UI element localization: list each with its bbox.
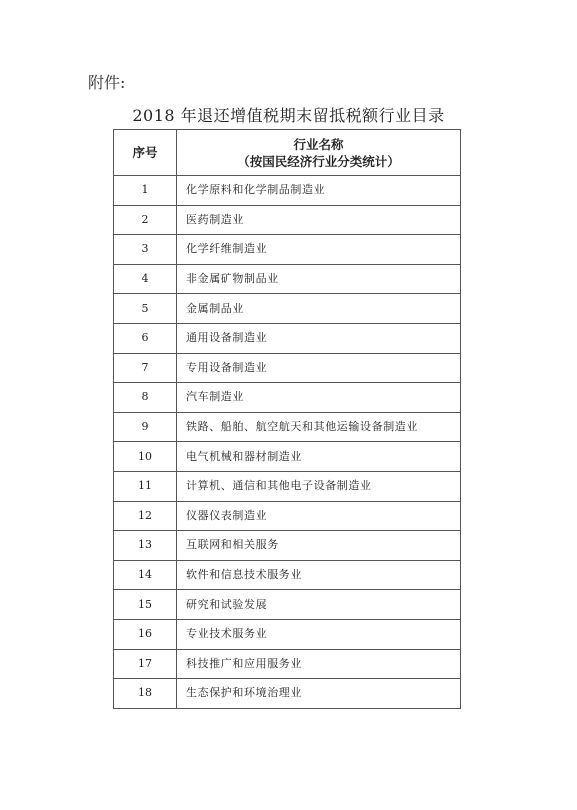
row-number: 11 (114, 471, 177, 501)
table-row (114, 649, 461, 679)
table-row (114, 471, 461, 501)
row-industry-name: 科技推广和应用服务业 (177, 649, 461, 679)
table-row (114, 323, 461, 353)
table-row (114, 531, 461, 561)
row-number: 15 (114, 590, 177, 620)
table-row (114, 294, 461, 324)
table-row (114, 205, 461, 235)
row-number: 13 (114, 531, 177, 561)
row-number: 1 (114, 176, 177, 206)
row-industry-name: 仪器仪表制造业 (177, 501, 461, 531)
row-industry-name: 金属制品业 (177, 294, 461, 324)
header-industry-name (177, 130, 461, 176)
row-industry-name: 电气机械和器材制造业 (177, 442, 461, 472)
row-number: 14 (114, 560, 177, 590)
table-row (114, 412, 461, 442)
row-number: 18 (114, 679, 177, 709)
table-row (114, 383, 461, 413)
row-number: 4 (114, 264, 177, 294)
table-row (114, 619, 461, 649)
row-number: 12 (114, 501, 177, 531)
header-number: 序号 (114, 130, 177, 176)
row-industry-name: 软件和信息技术服务业 (177, 560, 461, 590)
row-industry-name: 专业技术服务业 (177, 619, 461, 649)
row-industry-name: 化学纤维制造业 (177, 235, 461, 265)
attachment-label: 附件: (88, 73, 126, 92)
row-industry-name: 专用设备制造业 (177, 353, 461, 383)
table-row (114, 590, 461, 620)
industry-catalog-table (113, 129, 461, 709)
row-industry-name: 医药制造业 (177, 205, 461, 235)
row-number: 5 (114, 294, 177, 324)
row-number: 2 (114, 205, 177, 235)
table-header-row (114, 130, 461, 176)
row-industry-name: 计算机、通信和其他电子设备制造业 (177, 471, 461, 501)
header-industry-note: （按国民经济行业分类统计） (237, 153, 400, 169)
row-number: 16 (114, 619, 177, 649)
table-row (114, 235, 461, 265)
document-title: 2018 年退还增值税期末留抵税额行业目录 (132, 106, 445, 125)
table-row (114, 442, 461, 472)
row-industry-name: 通用设备制造业 (177, 323, 461, 353)
row-number: 10 (114, 442, 177, 472)
row-number: 3 (114, 235, 177, 265)
table-row (114, 176, 461, 206)
row-industry-name: 铁路、船舶、航空航天和其他运输设备制造业 (177, 412, 461, 442)
row-number: 8 (114, 383, 177, 413)
header-industry-name-label: 行业名称 (293, 136, 344, 152)
row-number: 17 (114, 649, 177, 679)
row-number: 6 (114, 323, 177, 353)
table-row (114, 264, 461, 294)
table-row (114, 560, 461, 590)
row-industry-name: 互联网和相关服务 (177, 531, 461, 561)
table-row (114, 501, 461, 531)
row-number: 9 (114, 412, 177, 442)
table-row (114, 353, 461, 383)
table-row (114, 679, 461, 709)
row-industry-name: 非金属矿物制品业 (177, 264, 461, 294)
row-industry-name: 研究和试验发展 (177, 590, 461, 620)
row-number: 7 (114, 353, 177, 383)
row-industry-name: 生态保护和环境治理业 (177, 679, 461, 709)
row-industry-name: 汽车制造业 (177, 383, 461, 413)
row-industry-name: 化学原料和化学制品制造业 (177, 176, 461, 206)
